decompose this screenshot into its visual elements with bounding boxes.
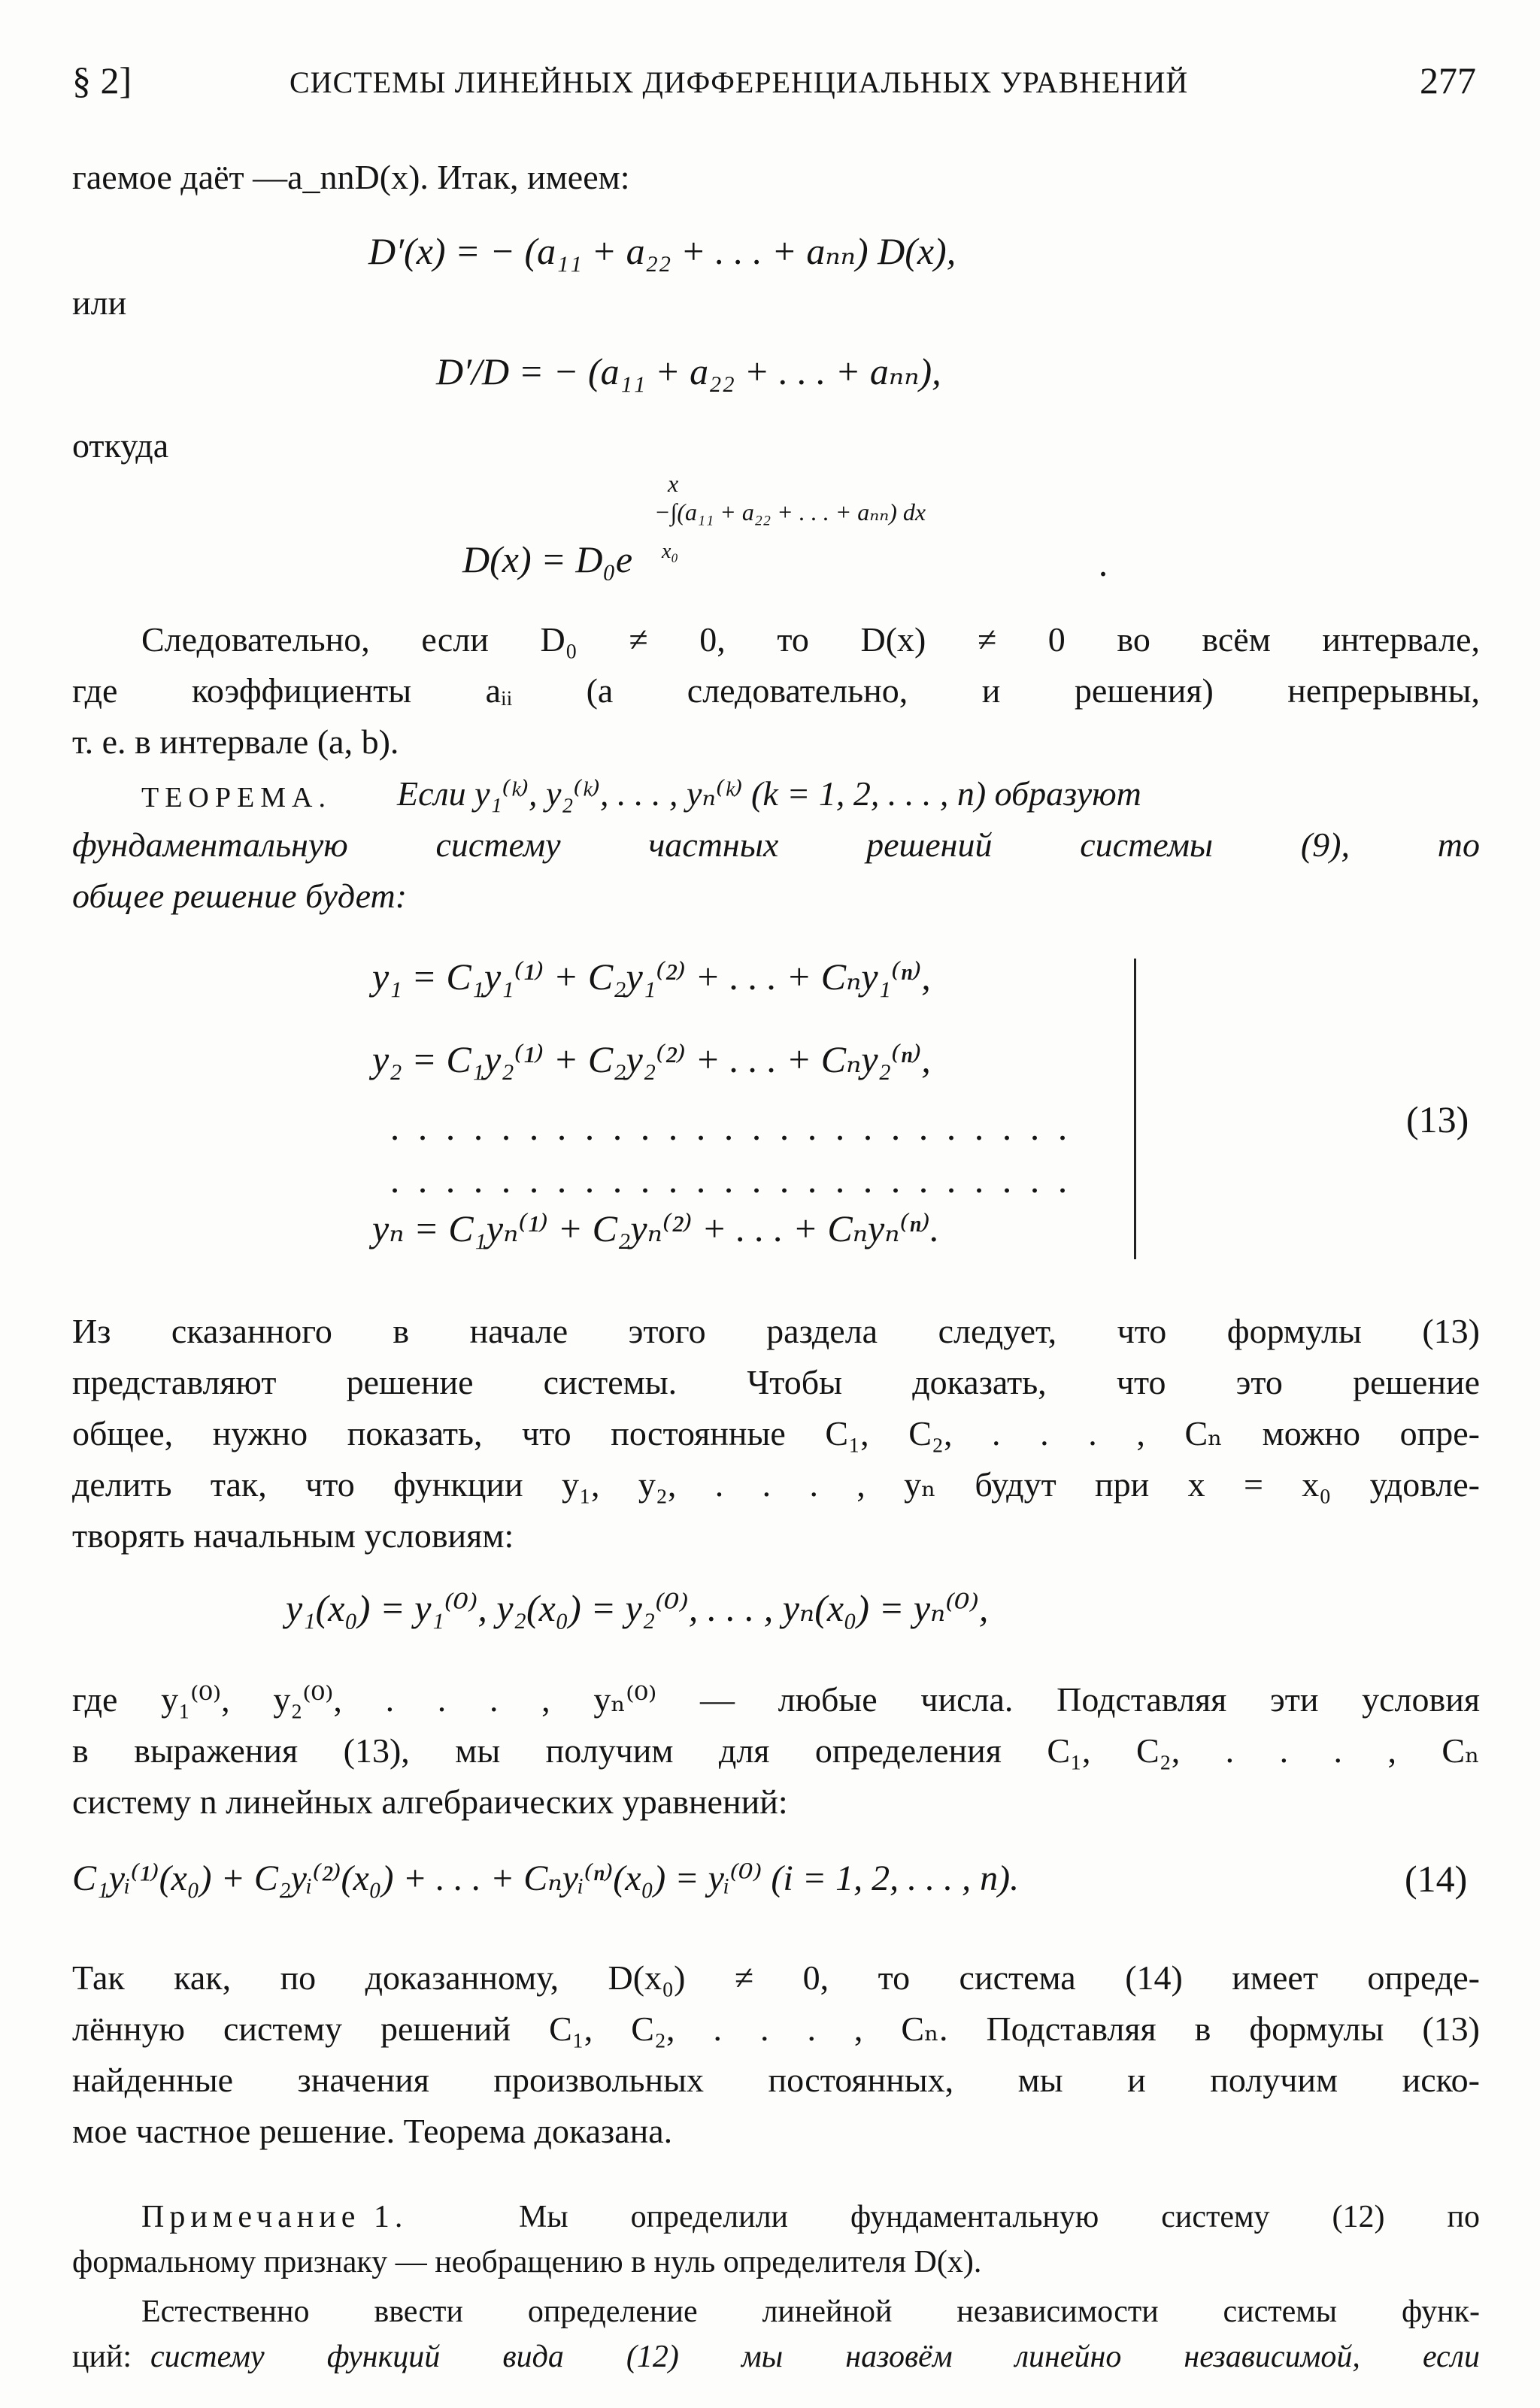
paragraph-line: лённую систему решений C₁, C₂, . . . , Cₙ. Подставляя в формулы (13): [72, 2010, 1480, 2048]
equation-log-derivative: D′/D = − (a₁₁ + a₂₂ + . . . + aₙₙ),: [436, 350, 941, 392]
theorem-line: общее решение будет:: [72, 877, 408, 915]
equation-14: C₁yᵢ⁽¹⁾(x₀) + C₂yᵢ⁽²⁾(x₀) + . . . + Cₙyᵢ⁽ⁿ⁾(x₀) = yᵢ⁽⁰⁾ (i = 1, 2, . . . , n).: [72, 1858, 1020, 1898]
theorem-line: Если y₁⁽ᵏ⁾, y₂⁽ᵏ⁾, . . . , yₙ⁽ᵏ⁾ (k = 1, 2, . . . , n) образуют: [397, 774, 1141, 813]
remark-line: Мы определили фундаментальную систему (12) по: [519, 2200, 1480, 2234]
system-brace: [1134, 959, 1150, 1259]
equation-number-14: (14): [1405, 1858, 1468, 1900]
paragraph-line: мое частное решение. Теорема доказана.: [72, 2112, 673, 2150]
theorem-line: фундаментальную систему частных решений системы (9), то: [72, 825, 1480, 864]
remark-line: Естественно ввести определение линейной независимости системы функ-: [141, 2294, 1480, 2329]
word-whence: откуда: [72, 426, 169, 465]
paragraph-line: в выражения (13), мы получим для определения C₁, C₂, . . . , Cₙ: [72, 1731, 1480, 1770]
equation-number-13: (13): [1406, 1098, 1469, 1140]
system-row: y₂ = C₁y₂⁽¹⁾ + C₂y₂⁽²⁾ + . . . + Cₙy₂⁽ⁿ⁾,: [372, 1038, 931, 1080]
paragraph-line: Так как, по доказанному, D(x₀) ≠ 0, то система (14) имеет опреде-: [72, 1958, 1480, 1997]
integral-upper-limit: x: [668, 470, 679, 497]
system-dots: . . . . . . . . . . . . . . . . . . . . . . . . .: [391, 1106, 1073, 1148]
intro-line: гаемое даёт —a_nnD(x). Итак, имеем:: [72, 158, 630, 196]
remark-label: Примечание 1.: [141, 2200, 408, 2234]
remark-line: ций:: [72, 2340, 132, 2374]
running-title: СИСТЕМЫ ЛИНЕЙНЫХ ДИФФЕРЕНЦИАЛЬНЫХ УРАВНЕНИЙ: [290, 65, 1189, 99]
theorem-label: ТЕОРЕМА.: [141, 782, 332, 813]
paragraph-line: делить так, что функции y₁, y₂, . . . , yₙ будут при x = x₀ удовле-: [72, 1465, 1480, 1504]
paragraph-line: где y₁⁽⁰⁾, y₂⁽⁰⁾, . . . , yₙ⁽⁰⁾ — любые числа. Подставляя эти условия: [72, 1680, 1480, 1719]
exponent-integral: −∫(a₁₁ + a₂₂ + . . . + aₙₙ) dx: [654, 498, 926, 526]
system-dots: . . . . . . . . . . . . . . . . . . . . . . . . .: [391, 1159, 1073, 1201]
paragraph-line: т. е. в интервале (a, b).: [72, 722, 399, 761]
system-row: yₙ = C₁yₙ⁽¹⁾ + C₂yₙ⁽²⁾ + . . . + Cₙyₙ⁽ⁿ⁾.: [372, 1207, 940, 1249]
paragraph-line: найденные значения произвольных постоянных, мы и получим иско-: [72, 2061, 1480, 2099]
section-marker: § 2]: [72, 59, 132, 101]
paragraph-line: общее, нужно показать, что постоянные C₁, C₂, . . . , Cₙ можно опре-: [72, 1414, 1480, 1452]
paragraph-line: где коэффициенты aᵢᵢ (а следовательно, и решения) непрерывны,: [72, 671, 1480, 710]
paragraph-line: Следовательно, если D₀ ≠ 0, то D(x) ≠ 0 во всём интервале,: [141, 620, 1480, 659]
paragraph-line: творять начальным условиям:: [72, 1516, 514, 1555]
remark-line: систему функций вида (12) мы назовём линейно независимой, если: [150, 2340, 1480, 2374]
paragraph-line: систему n линейных алгебраических уравнений:: [72, 1783, 788, 1821]
paragraph-line: Из сказанного в начале этого раздела следует, что формулы (13): [72, 1312, 1480, 1350]
system-row: y₁ = C₁y₁⁽¹⁾ + C₂y₁⁽²⁾ + . . . + Cₙy₁⁽ⁿ⁾,: [372, 956, 931, 998]
word-or: или: [72, 283, 127, 322]
initial-conditions: y₁(x₀) = y₁⁽⁰⁾, y₂(x₀) = y₂⁽⁰⁾, . . . , yₙ(x₀) = yₙ⁽⁰⁾,: [286, 1587, 989, 1629]
equation-derivative: D′(x) = − (a₁₁ + a₂₂ + . . . + aₙₙ) D(x),: [368, 230, 956, 272]
integral-lower-limit: x₀: [662, 540, 679, 563]
equation-period: .: [1099, 542, 1109, 584]
page-number: 277: [1420, 59, 1476, 101]
equation-solution-d: D(x) = D₀e: [462, 538, 633, 580]
remark-line: формальному признаку — необращению в нуль определителя D(x).: [72, 2245, 982, 2279]
paragraph-line: представляют решение системы. Чтобы доказать, что это решение: [72, 1363, 1480, 1401]
